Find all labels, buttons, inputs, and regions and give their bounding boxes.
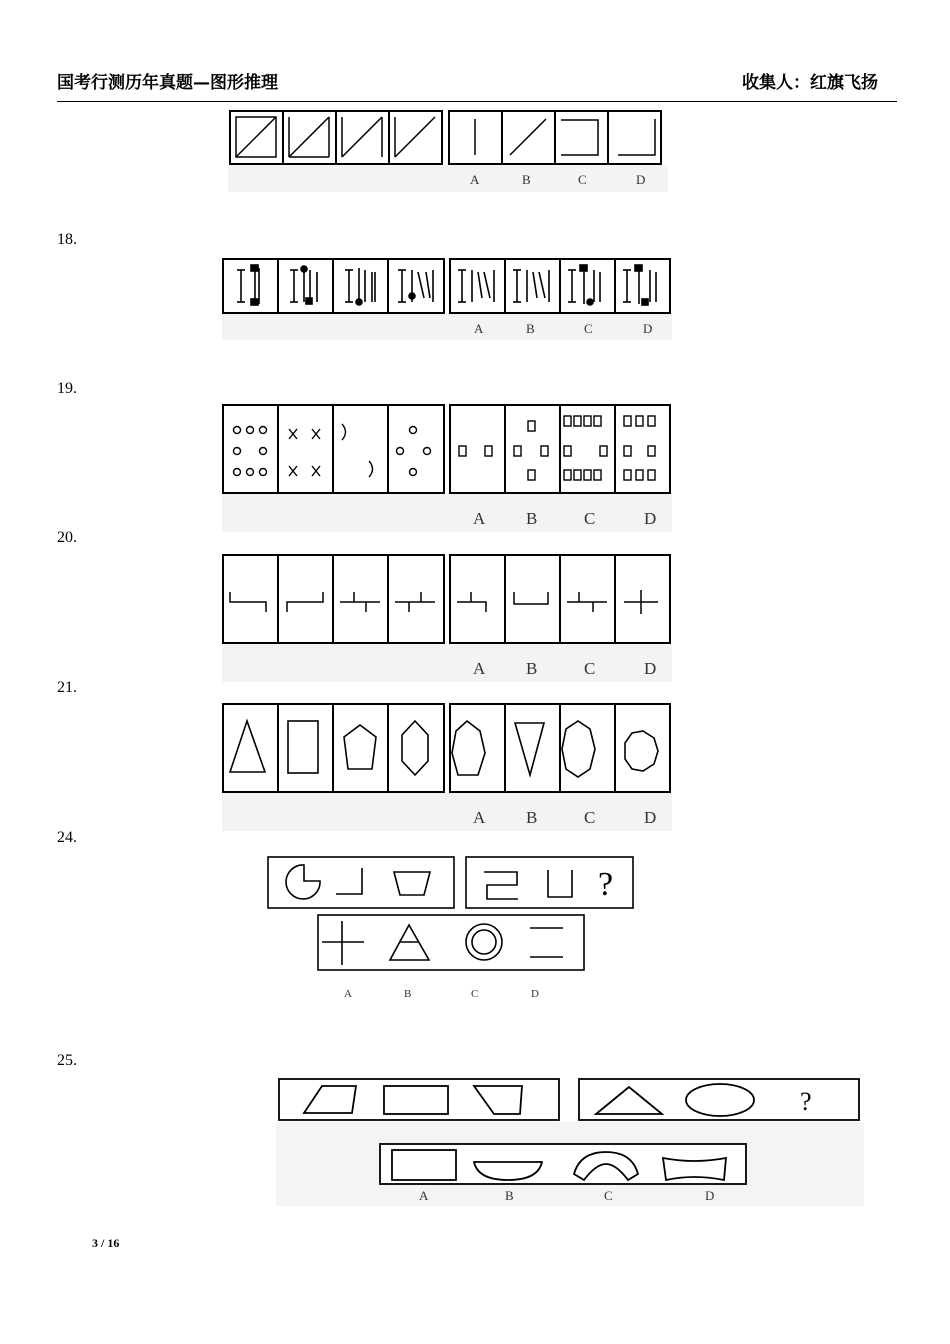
option-label-a: A (474, 321, 484, 336)
question-mark: ? (598, 866, 614, 903)
option-label-d: D (531, 988, 539, 1000)
option-label-d: D (644, 808, 657, 827)
option-label-b: B (526, 321, 535, 336)
option-label-b: B (526, 808, 538, 827)
option-label-b: B (404, 988, 412, 1000)
option-label-b: B (526, 659, 538, 678)
figure-q20 (222, 554, 672, 682)
figure-q24 (266, 855, 636, 1003)
figure-q25 (276, 1076, 864, 1206)
question-number: 20. (57, 529, 77, 546)
question-number: 18. (57, 231, 77, 248)
option-label-a: A (473, 509, 486, 528)
question-number: 25. (57, 1052, 77, 1069)
header-title: 国考行测历年真题—图形推理 (57, 73, 278, 93)
option-label-d: D (705, 1188, 715, 1203)
option-label-a: A (419, 1188, 429, 1203)
option-label-b: B (522, 172, 531, 187)
option-label-c: C (584, 808, 596, 827)
option-label-d: D (643, 321, 653, 336)
option-label-c: C (584, 659, 596, 678)
figure-q21 (222, 703, 672, 831)
figure-q18 (222, 258, 672, 340)
option-label-d: D (644, 659, 657, 678)
option-label-c: C (604, 1188, 613, 1203)
option-label-a: A (344, 988, 352, 1000)
option-label-d: D (636, 172, 646, 187)
question-number: 19. (57, 380, 77, 397)
question-mark: ? (800, 1087, 812, 1116)
option-label-a: A (470, 172, 480, 187)
question-number: 21. (57, 679, 77, 696)
option-label-b: B (505, 1188, 514, 1203)
option-label-a: A (473, 808, 486, 827)
page-number: 3 / 16 (92, 1236, 120, 1250)
option-label-a: A (473, 659, 486, 678)
option-label-c: C (471, 988, 479, 1000)
option-label-c: C (578, 172, 587, 187)
header-rule (57, 101, 897, 102)
option-label-c: C (584, 509, 596, 528)
question-number: 24. (57, 829, 77, 846)
option-label-b: B (526, 509, 538, 528)
figure-q19 (222, 404, 672, 532)
header-collector: 收集人：红旗飞扬 (742, 73, 878, 93)
figure-q17 (228, 110, 668, 192)
option-label-c: C (584, 321, 593, 336)
option-label-d: D (644, 509, 657, 528)
